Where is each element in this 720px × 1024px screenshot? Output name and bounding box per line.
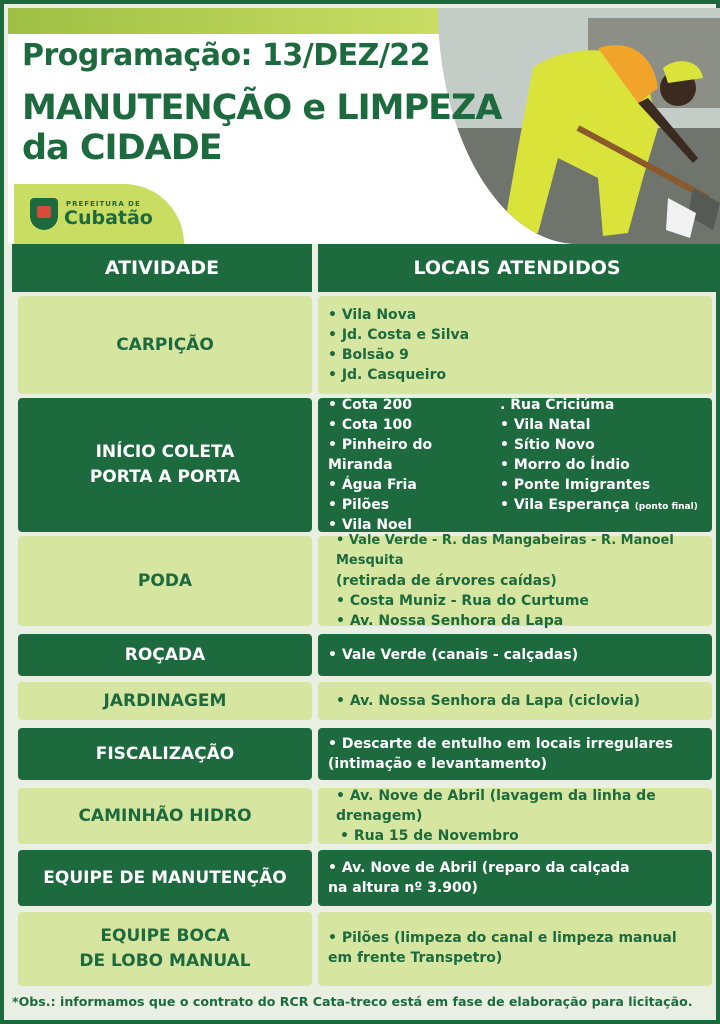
locations-poda <box>318 533 712 629</box>
location-text: • Vila Esperança <box>500 497 630 513</box>
locations-column-left <box>328 395 500 535</box>
locations-carpicao <box>318 296 712 394</box>
activity-label-line2: DE LOBO MANUAL <box>79 951 251 971</box>
location-item: • Av. Nove de Abril (lavagem da linha de drenagem) <box>336 788 656 824</box>
locations-equipe-manutencao <box>318 850 712 906</box>
location-item: • Cota 200 <box>328 397 412 413</box>
city-crest-icon <box>30 198 58 230</box>
main-title-line1: MANUTENÇÃO e LIMPEZA <box>22 88 502 128</box>
footer-note: *Obs.: informamos que o contrato do RCR Cata-treco está em fase de elaboração para licitação. <box>12 994 693 1009</box>
location-item: • Jd. Costa e Silva <box>328 327 470 343</box>
column-header-activity: ATIVIDADE <box>12 244 312 292</box>
activity-label: JARDINAGEM <box>103 690 227 711</box>
header <box>8 8 720 244</box>
activity-label-line1: EQUIPE BOCA <box>100 926 230 946</box>
locations-equipe-boca-de-lobo <box>318 912 712 986</box>
activity-poda <box>18 536 312 626</box>
activity-label-line2: PORTA A PORTA <box>89 467 241 487</box>
location-item: • Jd. Casqueiro <box>328 367 447 383</box>
location-item: • Costa Muniz - Rua do Curtume <box>336 593 589 609</box>
activity-label: CARPIÇÃO <box>116 334 214 355</box>
location-item: • Sítio Novo <box>500 437 595 453</box>
location-item: . Rua Criciúma <box>500 397 615 413</box>
location-item: (intimação e levantamento) <box>328 756 548 772</box>
location-item: na altura nº 3.900) <box>328 880 478 896</box>
location-item: • Bolsão 9 <box>328 347 409 363</box>
activity-equipe-manutencao <box>18 850 312 906</box>
location-item: • Vale Verde (canais - calçadas) <box>328 647 579 663</box>
location-item: (retirada de árvores caídas) <box>336 573 557 589</box>
location-item: • Ponte Imigrantes <box>500 477 651 493</box>
activity-inicio-coleta <box>18 398 312 532</box>
activity-jardinagem <box>18 682 312 720</box>
location-item: • Vila Noel <box>328 517 412 533</box>
activity-label: FISCALIZAÇÃO <box>95 743 235 764</box>
activity-rocada <box>18 634 312 676</box>
activity-label: PODA <box>137 570 193 591</box>
location-item: • Av. Nossa Senhora da Lapa (ciclovia) <box>336 693 641 709</box>
location-item: • Rua 15 de Novembro <box>340 828 519 844</box>
location-item: • Vila Nova <box>328 307 417 323</box>
location-item: • Morro do Índio <box>500 457 630 473</box>
prefeitura-logo <box>14 184 184 244</box>
location-item-with-note <box>500 495 700 517</box>
location-item: • Vila Natal <box>500 417 591 433</box>
activity-label: EQUIPE DE MANUTENÇÃO <box>43 867 287 888</box>
main-title-line2: da CIDADE <box>22 128 222 168</box>
locations-caminhao-hidro <box>318 788 712 844</box>
location-note: (ponto final) <box>634 502 698 512</box>
activity-label-line1: INÍCIO COLETA <box>95 442 235 462</box>
location-item: • Av. Nove de Abril (reparo da calçada <box>328 860 630 876</box>
activity-equipe-boca-de-lobo <box>18 912 312 986</box>
locations-jardinagem <box>318 682 712 720</box>
location-item: • Descarte de entulho em locais irregulares <box>328 736 673 752</box>
location-item: • Pilões (limpeza do canal e limpeza manual <box>328 930 677 946</box>
activity-fiscalizacao <box>18 728 312 780</box>
column-header-locations: LOCAIS ATENDIDOS <box>318 244 716 292</box>
activity-carpicao <box>18 296 312 394</box>
locations-column-right <box>500 395 700 535</box>
program-date-title: Programação: 13/DEZ/22 <box>22 38 431 73</box>
location-item: • Água Fria <box>328 477 417 493</box>
locations-inicio-coleta <box>318 398 712 532</box>
location-item: • Vale Verde - R. das Mangabeiras - R. Manoel Mesquita <box>336 533 674 568</box>
location-item: • Pilões <box>328 497 390 513</box>
activity-label: CAMINHÃO HIDRO <box>78 805 252 826</box>
locations-fiscalizacao <box>318 728 712 780</box>
logo-subtitle: PREFEITURA DE <box>66 200 141 208</box>
location-item: • Av. Nossa Senhora da Lapa <box>336 613 564 629</box>
activity-label: ROÇADA <box>124 644 206 665</box>
location-item: em frente Transpetro) <box>328 950 503 966</box>
locations-rocada <box>318 634 712 676</box>
activity-caminhao-hidro <box>18 788 312 844</box>
location-item: • Cota 100 <box>328 417 412 433</box>
logo-city-name: Cubatão <box>64 207 153 229</box>
location-item: • Pinheiro do Miranda <box>328 437 433 473</box>
